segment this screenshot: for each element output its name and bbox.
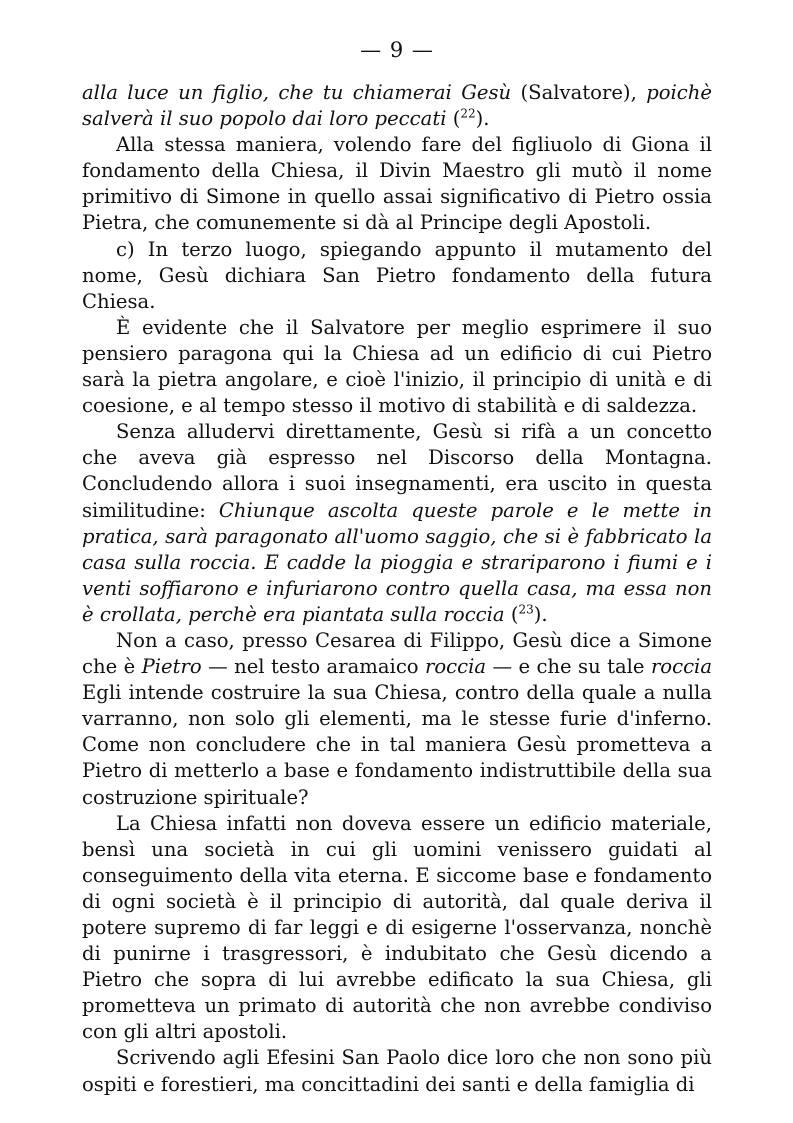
paragraph: [82, 811, 712, 1046]
paragraph-text: (Salvatore),: [511, 81, 647, 104]
paragraph-text: Non a caso, presso Cesarea di Filippo, Gesù dice a Simone che è: [82, 628, 712, 679]
paragraph-text: — nel testo aramaico: [201, 655, 425, 679]
page-number: — 9 —: [360, 38, 434, 62]
italic-text: poichè salverà il suo popolo dai loro peccati: [82, 81, 712, 131]
paragraph-text: (: [504, 602, 519, 626]
paragraph-text: — e che su tale: [486, 655, 651, 679]
paragraph-text: c) In terzo luogo, spiegando appunto il mutamento del nome, Gesù dichiara San Pietro fondamento della futura Chiesa.: [82, 237, 712, 313]
italic-text: Chiunque ascolta queste parole e le mette in pratica, sarà paragonato all'uomo saggio, che si è fabbricato la casa sulla roccia. E cadde la pioggia e strariparono i fiumi e i venti soffiarono e infuriarono contro quella casa, ma essa non è crollata, perchè era piantata sulla roccia: [82, 498, 712, 626]
paragraph: [82, 1045, 712, 1097]
paragraph-text: Senza alludervi direttamente, Gesù si rifà a un concetto che aveva già espresso nel Discorso della Montagna. Concludendo allora i suoi insegnamenti, era uscito in questa similitudine:: [82, 420, 712, 522]
paragraph: [82, 80, 712, 132]
paragraph: [82, 419, 712, 628]
footnote-ref: 22: [460, 106, 476, 121]
italic-text: roccia: [650, 655, 712, 679]
paragraph-text: Egli intende costruire la sua Chiesa, contro della quale a nulla varranno, non solo gli elementi, ma le stesse furie d'inferno. Come non concludere che in tal maniera Gesù prometteva a Pietro di metterlo a base e fondamento indistruttibile della sua costruzione spirituale?: [82, 681, 712, 809]
paragraph-text: È evidente che il Salvatore per meglio esprimere il suo pensiero paragona qui la Chiesa ad un edificio di cui Pietro sarà la pietra angolare, e cioè l'inizio, il principio di unità e di coesione, e al tempo stesso il motivo di stabilità e di saldezza.: [82, 315, 712, 418]
paragraph: [82, 315, 712, 419]
paragraph: [82, 628, 712, 811]
paragraph-text: ).: [475, 107, 490, 131]
paragraph: [82, 132, 712, 236]
paragraph-text: Alla stessa maniera, volendo fare del figliuolo di Giona il fondamento della Chiesa, il Divin Maestro gli mutò il nome primitivo di Simone in quello assai significativo di Pietro ossia Pietra, che comunemente si dà al Principe degli Apostoli.: [82, 133, 712, 235]
document-page: [82, 36, 712, 1098]
paragraph-text: (: [446, 107, 461, 131]
paragraph-text: Scrivendo agli Efesini San Paolo dice loro che non sono più ospiti e forestieri, ma concittadini dei santi e della famiglia di: [82, 1046, 712, 1096]
italic-text: alla luce un figlio, che tu chiamerai Gesù: [82, 81, 512, 104]
paragraph-text: La Chiesa infatti non doveva essere un edificio materiale, bensì una società in cui gli uomini venissero guidati al conseguimento della vita eterna. E siccome base e fondamento di ogni società è il principio di autorità, dal quale deriva il potere supremo di far leggi e di esigerne l'osservanza, nonchè di punirne i trasgressori, è indubitato che Gesù dicendo a Pietro che sopra di lui avrebbe edificato la sua Chiesa, gli prometteva un primato di autorità che non avrebbe condiviso con gli altri apostoli.: [82, 811, 712, 1044]
paragraph-text: ).: [533, 602, 548, 626]
paragraph: [82, 237, 712, 315]
italic-text: Pietro: [141, 655, 202, 679]
body-text: [82, 80, 712, 1098]
italic-text: roccia: [425, 655, 487, 679]
footnote-ref: 23: [518, 602, 534, 617]
